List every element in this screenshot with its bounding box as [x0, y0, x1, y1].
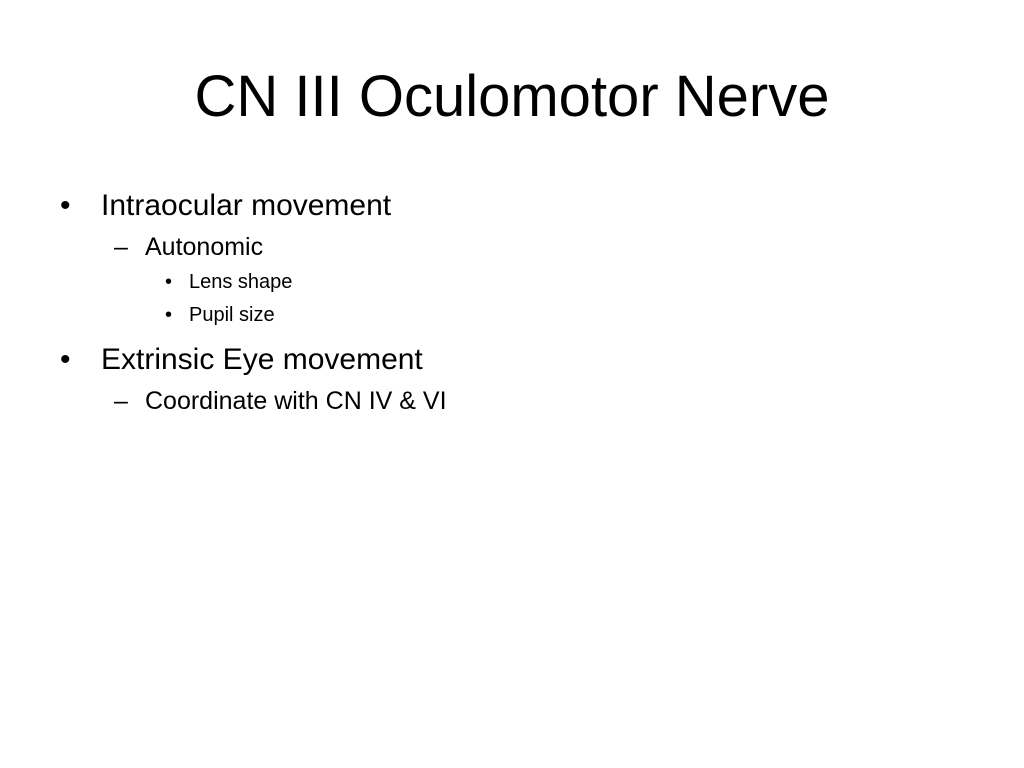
bullet-marker: •	[165, 271, 173, 293]
slide-title: CN III Oculomotor Nerve	[194, 64, 830, 129]
bullet-text: Extrinsic Eye movement	[101, 343, 423, 376]
bullet-marker: •	[60, 189, 71, 222]
sub-sub-bullet-item-lens-shape	[56, 268, 956, 296]
bullet-marker: •	[165, 304, 173, 326]
sub-sub-bullet-text: Lens shape	[189, 271, 293, 293]
sub-sub-bullet-text: Pupil size	[189, 304, 275, 326]
bullet-item-intraocular-movement	[56, 186, 956, 226]
bullet-list	[56, 186, 956, 422]
sub-bullet-item-autonomic	[56, 230, 956, 264]
sub-bullet-text: Coordinate with CN IV & VI	[145, 387, 447, 415]
sub-bullet-text: Autonomic	[145, 233, 264, 261]
sub-bullet-item-coordinate	[56, 384, 956, 418]
dash-marker: –	[114, 387, 128, 415]
bullet-item-extrinsic-eye-movement	[56, 340, 956, 380]
bullet-marker: •	[60, 343, 71, 376]
dash-marker: –	[114, 233, 128, 261]
sub-sub-bullet-item-pupil-size	[56, 301, 956, 329]
bullet-text: Intraocular movement	[101, 189, 392, 222]
